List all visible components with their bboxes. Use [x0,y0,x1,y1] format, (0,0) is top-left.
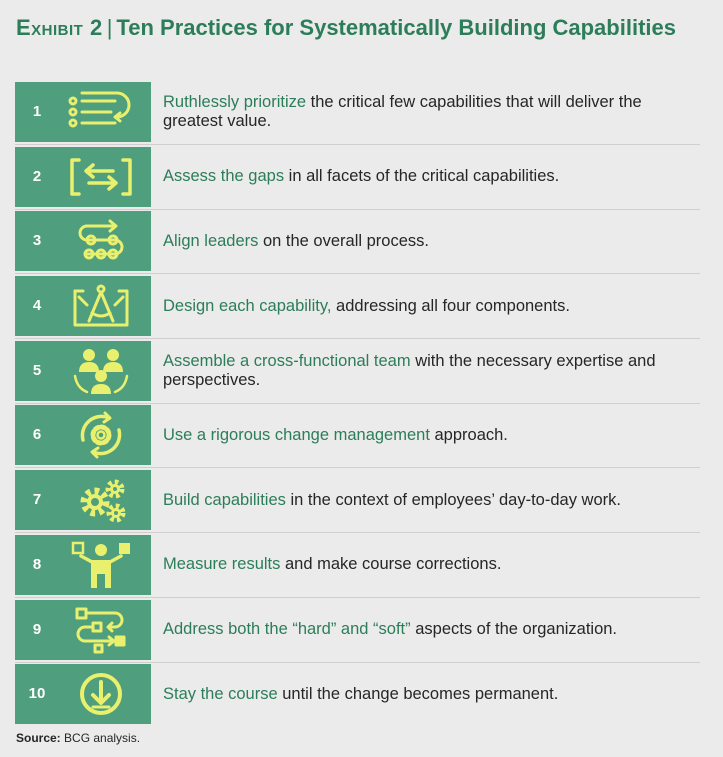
practice-highlight: Address both the “hard” and “soft” [163,620,411,638]
exhibit-title-text: Ten Practices for Systematically Building Capabilities [116,15,676,40]
practice-row [15,211,700,274]
gap-arrows-icon [65,152,137,202]
practice-description: in the context of employees’ day-to-day work. [285,490,621,509]
practice-description: aspects of the organization. [410,620,618,638]
practice-icon-box [15,82,151,142]
practice-row [15,147,700,210]
practice-icon-box [15,535,151,595]
practice-text [163,535,698,595]
practice-number: 4 [32,297,42,315]
practice-description: and make course corrections. [280,555,502,574]
practice-highlight: Measure results [163,555,281,574]
practice-row [15,535,700,598]
practice-icon-box [15,211,151,271]
prioritize-icon [65,87,137,137]
practice-row [15,341,700,404]
practice-icon-box [15,147,151,207]
practice-highlight: Build capabilities [163,490,286,509]
title-separator: | [106,15,113,40]
practice-number: 9 [32,620,42,638]
practice-icon-box [15,341,151,401]
source-label: Source: [16,731,61,745]
practice-row [15,82,700,145]
practice-highlight: Assess the gaps [163,167,285,186]
practice-row [15,470,700,533]
change-cycle-gear-icon [65,410,137,460]
gears-icon [65,475,137,525]
download-circle-icon [65,669,137,719]
practice-text [163,211,698,271]
practice-text [163,405,698,465]
practice-description: with the necessary expertise and perspectives. [163,351,656,389]
practice-highlight: Stay the course [163,684,278,703]
team-icon [65,346,137,396]
practice-number: 5 [32,361,42,379]
compass-design-icon [65,281,137,331]
practice-description: the critical few capabilities that will deliver the greatest value. [163,93,642,130]
exhibit-title [16,14,706,42]
practice-number: 7 [32,491,42,509]
source-text: BCG analysis. [60,731,141,745]
practice-highlight: Align leaders [163,231,259,250]
practice-number: 10 [28,685,46,703]
practice-row [15,276,700,339]
practice-description: on the overall process. [258,231,429,250]
exhibit-label: Exhibit 2 [16,15,103,40]
practice-text [163,276,698,336]
practice-row [15,405,700,468]
practice-highlight: Ruthlessly prioritize [163,93,307,111]
practice-highlight: Use a rigorous change management [163,425,430,444]
practice-text [163,82,698,142]
practice-description: in all facets of the critical capabilities. [284,167,560,186]
practice-text [163,341,698,401]
practice-text [163,147,698,207]
align-path-icon [65,216,137,266]
practice-highlight: Design each capability, [163,296,332,315]
practice-number: 1 [32,103,42,120]
practice-number: 6 [32,426,42,444]
practice-icon-box [15,600,151,660]
practice-icon-box [15,276,151,336]
practice-description: until the change becomes permanent. [277,684,559,703]
practice-number: 2 [32,167,42,185]
practices-list [15,82,700,728]
practice-description: approach. [429,425,508,444]
practice-row [15,600,700,663]
practice-icon-box [15,405,151,465]
measure-person-icon [65,540,137,590]
practice-row [15,664,700,726]
practice-icon-box [15,664,151,724]
practice-icon-box [15,470,151,530]
practice-highlight: Assemble a cross-functional team [163,351,411,370]
practice-number: 8 [32,555,42,573]
practice-description: addressing all four components. [331,296,570,315]
source-note [16,731,140,745]
practice-text [163,470,698,530]
practice-text [163,600,698,660]
flowchart-icon [65,605,137,655]
practice-number: 3 [32,232,42,250]
practice-text [163,664,698,724]
